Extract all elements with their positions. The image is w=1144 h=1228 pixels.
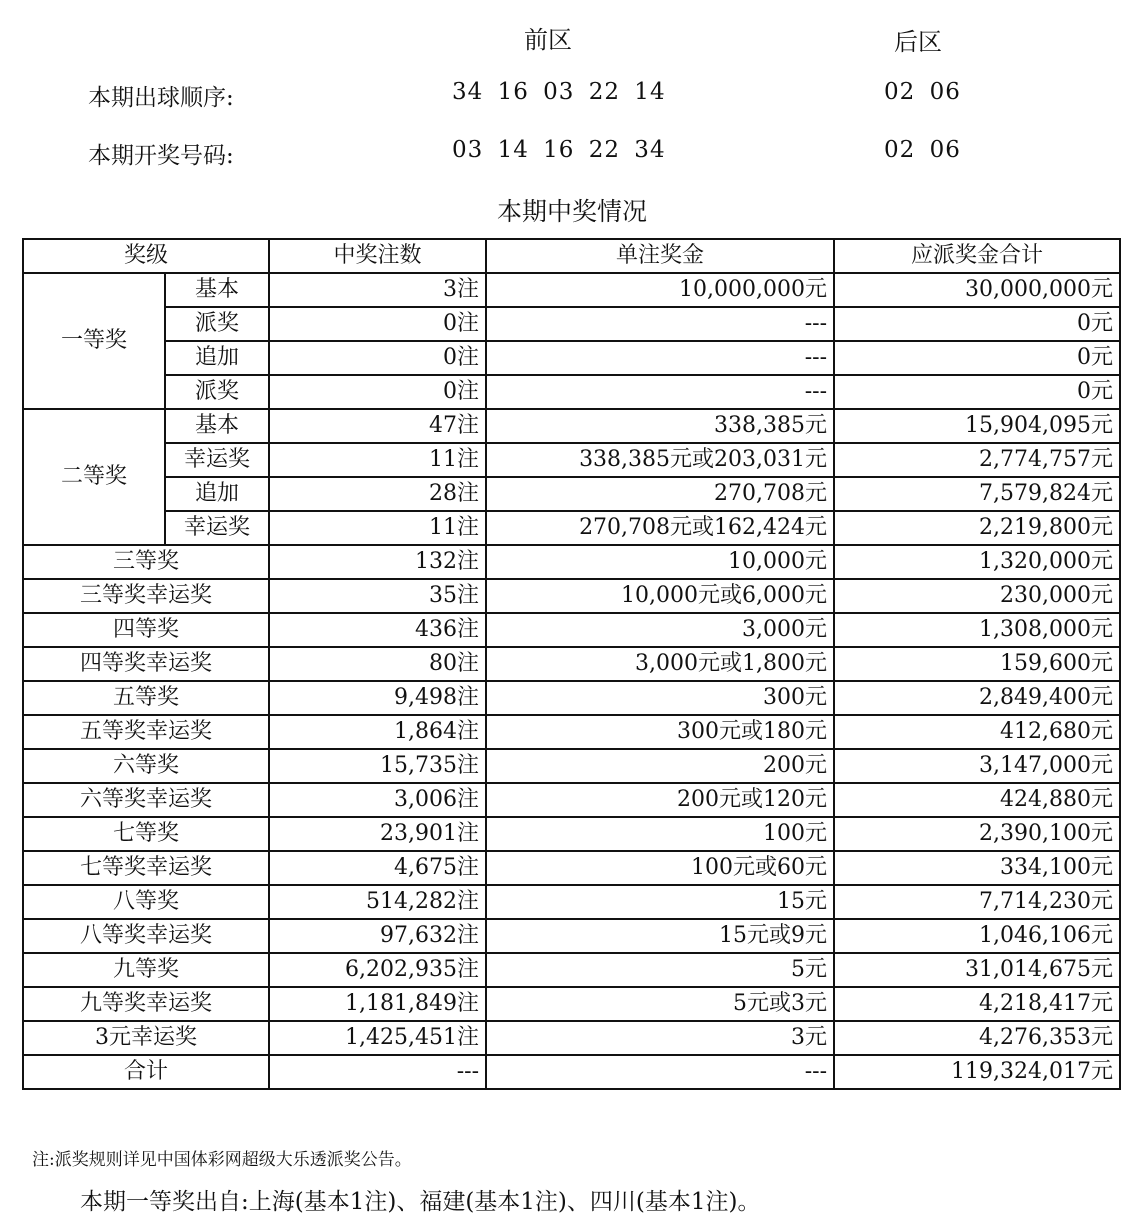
sum-count: --- bbox=[269, 1055, 486, 1089]
count-cell: 80注 bbox=[269, 647, 486, 681]
table-row bbox=[23, 919, 1120, 953]
unit-cell: 15元或9元 bbox=[486, 919, 834, 953]
level-cell: 六等奖幸运奖 bbox=[23, 783, 269, 817]
table-row bbox=[23, 273, 1120, 307]
sum-label: 合计 bbox=[23, 1055, 269, 1089]
total-cell: 159,600元 bbox=[834, 647, 1120, 681]
total-cell: 2,774,757元 bbox=[834, 443, 1120, 477]
unit-cell: 10,000元 bbox=[486, 545, 834, 579]
sum-total: 119,324,017元 bbox=[834, 1055, 1120, 1089]
total-cell: 4,276,353元 bbox=[834, 1021, 1120, 1055]
table-row bbox=[23, 817, 1120, 851]
total-cell: 334,100元 bbox=[834, 851, 1120, 885]
total-cell: 1,308,000元 bbox=[834, 613, 1120, 647]
unit-cell: 270,708元 bbox=[486, 477, 834, 511]
draw-order-label: 本期出球顺序: bbox=[88, 85, 234, 111]
front-zone-label: 前区 bbox=[524, 26, 572, 54]
draw-order-front: 34 16 03 22 14 bbox=[452, 79, 666, 105]
total-cell: 2,219,800元 bbox=[834, 511, 1120, 545]
table-row bbox=[23, 579, 1120, 613]
total-cell: 7,714,230元 bbox=[834, 885, 1120, 919]
count-cell: 4,675注 bbox=[269, 851, 486, 885]
unit-cell: 5元或3元 bbox=[486, 987, 834, 1021]
total-cell: 7,579,824元 bbox=[834, 477, 1120, 511]
sum-unit: --- bbox=[486, 1055, 834, 1089]
count-cell: 11注 bbox=[269, 511, 486, 545]
sub-level: 追加 bbox=[165, 341, 269, 375]
count-cell: 514,282注 bbox=[269, 885, 486, 919]
table-row bbox=[23, 375, 1120, 409]
table-row bbox=[23, 341, 1120, 375]
sub-level: 派奖 bbox=[165, 375, 269, 409]
unit-cell: 10,000元或6,000元 bbox=[486, 579, 834, 613]
unit-cell: 5元 bbox=[486, 953, 834, 987]
level-cell: 六等奖 bbox=[23, 749, 269, 783]
count-cell: 3,006注 bbox=[269, 783, 486, 817]
unit-cell: 300元 bbox=[486, 681, 834, 715]
draw-result-label: 本期开奖号码: bbox=[88, 143, 234, 169]
table-row bbox=[23, 681, 1120, 715]
table-row bbox=[23, 307, 1120, 341]
unit-cell: 10,000,000元 bbox=[486, 273, 834, 307]
table-row bbox=[23, 443, 1120, 477]
level-cell: 三等奖幸运奖 bbox=[23, 579, 269, 613]
prize-table-title: 本期中奖情况 bbox=[496, 197, 647, 226]
count-cell: 35注 bbox=[269, 579, 486, 613]
level-cell: 七等奖 bbox=[23, 817, 269, 851]
total-cell: 424,880元 bbox=[834, 783, 1120, 817]
table-row bbox=[23, 613, 1120, 647]
count-cell: 436注 bbox=[269, 613, 486, 647]
draw-order-back: 02 06 bbox=[884, 79, 961, 105]
table-row bbox=[23, 749, 1120, 783]
back-zone-label: 后区 bbox=[894, 28, 942, 56]
total-cell: 31,014,675元 bbox=[834, 953, 1120, 987]
draw-result-front: 03 14 16 22 34 bbox=[452, 137, 666, 163]
total-cell: 4,218,417元 bbox=[834, 987, 1120, 1021]
count-cell: 1,181,849注 bbox=[269, 987, 486, 1021]
sub-level: 基本 bbox=[165, 273, 269, 307]
sub-level: 幸运奖 bbox=[165, 511, 269, 545]
total-cell: 15,904,095元 bbox=[834, 409, 1120, 443]
unit-cell: 3元 bbox=[486, 1021, 834, 1055]
total-cell: 0元 bbox=[834, 307, 1120, 341]
table-row bbox=[23, 851, 1120, 885]
table-row bbox=[23, 783, 1120, 817]
unit-cell: 100元 bbox=[486, 817, 834, 851]
footnote: 注:派奖规则详见中国体彩网超级大乐透派奖公告。 bbox=[32, 1150, 412, 1170]
count-cell: 3注 bbox=[269, 273, 486, 307]
table-row bbox=[23, 987, 1120, 1021]
count-cell: 28注 bbox=[269, 477, 486, 511]
table-row bbox=[23, 647, 1120, 681]
count-cell: 1,425,451注 bbox=[269, 1021, 486, 1055]
total-cell: 2,390,100元 bbox=[834, 817, 1120, 851]
unit-cell: 100元或60元 bbox=[486, 851, 834, 885]
level-cell: 3元幸运奖 bbox=[23, 1021, 269, 1055]
total-cell: 0元 bbox=[834, 341, 1120, 375]
count-cell: 0注 bbox=[269, 307, 486, 341]
col-header-unit: 单注奖金 bbox=[486, 239, 834, 273]
col-header-total: 应派奖金合计 bbox=[834, 239, 1120, 273]
level-cell: 四等奖幸运奖 bbox=[23, 647, 269, 681]
group-label-first: 一等奖 bbox=[23, 273, 165, 409]
unit-cell: 3,000元 bbox=[486, 613, 834, 647]
total-cell: 30,000,000元 bbox=[834, 273, 1120, 307]
sum-row bbox=[23, 1055, 1120, 1089]
count-cell: 11注 bbox=[269, 443, 486, 477]
group-label-second: 二等奖 bbox=[23, 409, 165, 545]
total-cell: 1,046,106元 bbox=[834, 919, 1120, 953]
unit-cell: 200元或120元 bbox=[486, 783, 834, 817]
total-cell: 2,849,400元 bbox=[834, 681, 1120, 715]
sub-level: 追加 bbox=[165, 477, 269, 511]
unit-cell: 338,385元 bbox=[486, 409, 834, 443]
unit-cell: --- bbox=[486, 375, 834, 409]
level-cell: 九等奖 bbox=[23, 953, 269, 987]
total-cell: 3,147,000元 bbox=[834, 749, 1120, 783]
level-cell: 五等奖幸运奖 bbox=[23, 715, 269, 749]
total-cell: 230,000元 bbox=[834, 579, 1120, 613]
unit-cell: 15元 bbox=[486, 885, 834, 919]
col-header-level: 奖级 bbox=[23, 239, 269, 273]
sub-level: 基本 bbox=[165, 409, 269, 443]
count-cell: 132注 bbox=[269, 545, 486, 579]
level-cell: 三等奖 bbox=[23, 545, 269, 579]
draw-result-back: 02 06 bbox=[884, 137, 961, 163]
table-row bbox=[23, 511, 1120, 545]
level-cell: 四等奖 bbox=[23, 613, 269, 647]
count-cell: 0注 bbox=[269, 341, 486, 375]
level-cell: 八等奖 bbox=[23, 885, 269, 919]
table-header-row bbox=[23, 239, 1120, 273]
count-cell: 23,901注 bbox=[269, 817, 486, 851]
table-row bbox=[23, 477, 1120, 511]
unit-cell: --- bbox=[486, 341, 834, 375]
sub-level: 派奖 bbox=[165, 307, 269, 341]
level-cell: 九等奖幸运奖 bbox=[23, 987, 269, 1021]
count-cell: 6,202,935注 bbox=[269, 953, 486, 987]
level-cell: 八等奖幸运奖 bbox=[23, 919, 269, 953]
count-cell: 9,498注 bbox=[269, 681, 486, 715]
first-prize-origin: 本期一等奖出自:上海(基本1注)、福建(基本1注)、四川(基本1注)。 bbox=[80, 1189, 761, 1215]
prize-table bbox=[22, 238, 1121, 1090]
unit-cell: 300元或180元 bbox=[486, 715, 834, 749]
unit-cell: --- bbox=[486, 307, 834, 341]
unit-cell: 270,708元或162,424元 bbox=[486, 511, 834, 545]
level-cell: 五等奖 bbox=[23, 681, 269, 715]
unit-cell: 338,385元或203,031元 bbox=[486, 443, 834, 477]
table-row bbox=[23, 953, 1120, 987]
total-cell: 0元 bbox=[834, 375, 1120, 409]
total-cell: 1,320,000元 bbox=[834, 545, 1120, 579]
table-row bbox=[23, 409, 1120, 443]
table-row bbox=[23, 545, 1120, 579]
count-cell: 15,735注 bbox=[269, 749, 486, 783]
count-cell: 1,864注 bbox=[269, 715, 486, 749]
total-cell: 412,680元 bbox=[834, 715, 1120, 749]
count-cell: 47注 bbox=[269, 409, 486, 443]
col-header-count: 中奖注数 bbox=[269, 239, 486, 273]
count-cell: 0注 bbox=[269, 375, 486, 409]
unit-cell: 200元 bbox=[486, 749, 834, 783]
table-row bbox=[23, 1021, 1120, 1055]
unit-cell: 3,000元或1,800元 bbox=[486, 647, 834, 681]
table-row bbox=[23, 715, 1120, 749]
table-row bbox=[23, 885, 1120, 919]
count-cell: 97,632注 bbox=[269, 919, 486, 953]
sub-level: 幸运奖 bbox=[165, 443, 269, 477]
level-cell: 七等奖幸运奖 bbox=[23, 851, 269, 885]
